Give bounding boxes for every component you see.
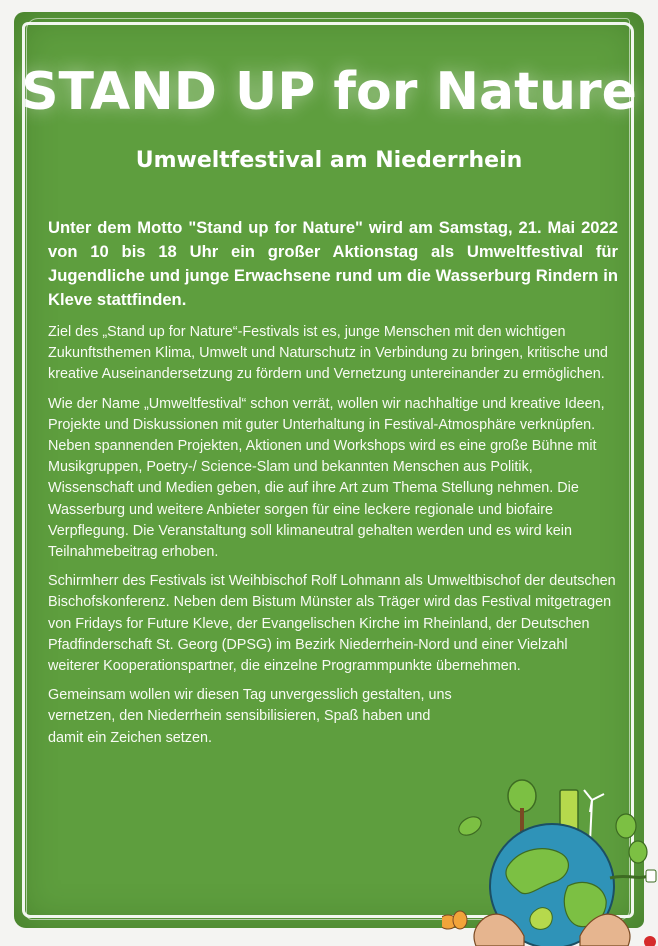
paragraph-goal: Ziel des „Stand up for Nature“-Festivals ist es, junge Menschen mit den wichtigen Zukunftsthemen Klima, Umwelt und Naturschutz in Verbindung zu bringen, kritische und kreative Auseinandersetzung zu fördern und Vernetzung untereinander zu ermöglichen.: [48, 324, 608, 383]
page-title: STAND UP for Nature: [21, 62, 637, 122]
earth-in-hands-icon: [442, 770, 658, 946]
lead-paragraph: Unter dem Motto "Stand up for Nature" wird am Samstag, 21. Mai 2022 von 10 bis 18 Uhr ein großer Aktionstag als Umweltfestival für Jugendliche und junge Erwachsene rund um die Wasserburg Rindern in Kleve stattfinden.: [48, 218, 618, 309]
paragraph-patron: Schirmherr des Festivals ist Weihbischof Rolf Lohmann als Umweltbischof der deutschen Bischofskonferenz. Neben dem Bistum Münster als Träger wird das Festival mitgetragen von Fridays for Future Kleve, der Evangelischen Kirche im Rheinland, der Deutschen Pfadfinderschaft St. Georg (DPSG) im Bezirk Niederrhein-Nord und einer Vielzahl weiterer Kooperationspartner, die einzelne Programmpunkte übernehmen.: [48, 573, 616, 675]
paragraph-program: Wie der Name „Umweltfestival“ schon verrät, wollen wir nachhaltige und kreative Ideen, Projekte und Diskussionen mit guter Unterhaltung in Festival-Atmosphäre verknüpfen. Neben spannenden Projekten, Aktionen und Workshops wird es eine große Bühne mit Musikgruppen, Poetry-/ Science-Slam und bekannten Menschen aus Politik, Wissenschaft und Medien geben, die auf ihre Art zum Thema Stellung nehmen. Die Wasserburg und weitere Anbieter sorgen für eine leckere regionale und biofaire Verpflegung. Die Veranstaltung soll klimaneutral gehalten werden und es wird kein Teilnahmebeitrag erhoben.: [48, 395, 605, 561]
page-subtitle: Umweltfestival am Niederrhein: [135, 148, 523, 173]
paragraph-closing: Gemeinsam wollen wir diesen Tag unvergesslich gestalten, uns vernetzen, den Niederrhein sensibilisieren, Spaß haben und damit ein Zeichen setzen.: [48, 687, 452, 746]
main-content: [48, 216, 618, 757]
